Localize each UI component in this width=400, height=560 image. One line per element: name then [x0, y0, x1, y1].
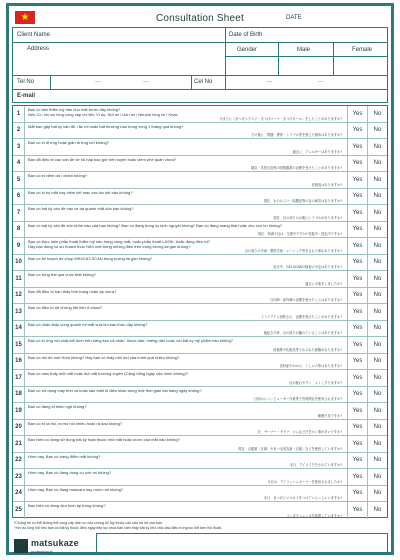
question-row	[13, 502, 387, 519]
question-number: 16	[13, 354, 25, 370]
yes-option[interactable]: Yes	[347, 469, 367, 485]
question-text	[28, 140, 228, 145]
question-jp: 現在、体調不良は・生理中ですか? 妊娠中・授乳中ですか?	[257, 232, 342, 236]
question-jp: 花粉症やかゆみ、くしゃみ等はありますか?	[279, 364, 342, 368]
question-text	[28, 404, 228, 409]
address-label: Address	[27, 46, 50, 52]
no-option[interactable]: No	[367, 370, 387, 386]
divider	[225, 75, 226, 89]
question-text	[28, 437, 228, 442]
consultation-sheet	[6, 3, 394, 555]
yes-option[interactable]: Yes	[347, 271, 367, 287]
question-number: 11	[13, 271, 25, 287]
no-option[interactable]: No	[367, 403, 387, 419]
no-option[interactable]: No	[367, 469, 387, 485]
question-text	[28, 421, 228, 426]
question-text	[28, 107, 228, 117]
question-jp: コンタクトレンズを装着していますか?	[286, 513, 342, 518]
question-text	[28, 470, 228, 475]
no-option[interactable]: No	[367, 387, 387, 403]
question-vi: Bạn hiện có đang đeo kính áp tròng không?	[28, 503, 106, 508]
no-option[interactable]: No	[367, 271, 387, 287]
question-jp: 目が疲れやすく、よくこすりますか?	[289, 380, 342, 385]
footer-notes	[14, 521, 384, 531]
gender-label: Gender	[237, 47, 258, 53]
question-jp: 皮膚炎はありますか?	[311, 182, 342, 187]
question-text	[28, 454, 228, 459]
question-text	[28, 157, 228, 162]
no-option[interactable]: No	[367, 288, 387, 304]
yes-option[interactable]: Yes	[347, 321, 367, 337]
question-vi: Bạn có thực hiện phẫu thuật thẩm mỹ nào trong vùng mắt, hoặc phẫu thuật LASIK, hoặc đang điều trị?	[28, 239, 210, 244]
question-jp: 現在、目の周りのお肌にトラブルがありますか?	[273, 215, 342, 220]
question-row	[13, 123, 387, 140]
yes-option[interactable]: Yes	[347, 420, 367, 436]
question-text	[28, 322, 228, 327]
female-option[interactable]: Female	[352, 47, 373, 53]
question-number: 10	[13, 255, 25, 271]
yes-option[interactable]: Yes	[347, 337, 367, 353]
question-jp: 睡眠不足ですか?	[317, 413, 342, 418]
question-number: 22	[13, 453, 25, 469]
question-vi: Bạn có làm thẩm mỹ nào cho mặt trước đây không?	[28, 107, 121, 112]
no-option[interactable]: No	[367, 238, 387, 254]
yes-option[interactable]: Yes	[347, 387, 367, 403]
question-text	[28, 503, 228, 508]
question-text	[28, 305, 228, 310]
question-number: 4	[13, 156, 25, 172]
question-number: 23	[13, 469, 25, 485]
signature-box[interactable]	[96, 533, 388, 555]
question-vi: Bạn đã điều trị bạn thấy tình trạng nhân áp chưa?	[28, 288, 117, 294]
no-option[interactable]: No	[367, 304, 387, 320]
question-number: 17	[13, 370, 25, 386]
no-option[interactable]: No	[367, 106, 387, 122]
question-jp: 過去に、アレルギーはありますか?	[292, 149, 342, 154]
question-row	[13, 420, 387, 437]
yes-option[interactable]: Yes	[347, 123, 367, 139]
cel-separator: —	[266, 79, 272, 85]
question-number: 21	[13, 436, 25, 452]
yes-option[interactable]: Yes	[347, 222, 367, 238]
question-vi: Bạn có cảm thấy mỏi mắt hoặc dụi mắt thường xuyên (Cặng hằng ngày của mình không)?	[28, 371, 189, 376]
question-vi: Bạn có bị ứng với chất kết dính trên băng keo cá nhân, thuốc dán, miếng dán hoặc với bất kỳ mỹ phẩm nào không?	[28, 338, 233, 343]
no-option[interactable]: No	[367, 486, 387, 502]
question-number: 12	[13, 288, 25, 304]
question-jp: 絆創膏や化粧品等でかぶれた経験がありますか?	[273, 347, 342, 352]
no-option[interactable]: No	[367, 354, 387, 370]
question-row	[13, 139, 387, 156]
question-row	[13, 387, 387, 404]
logo-mark-icon	[14, 539, 28, 553]
tel-separator: —	[143, 79, 149, 85]
question-jp: 今日は、アイラッシュカーラーを使用されましたか?	[267, 479, 342, 484]
matsukaze-logo	[14, 538, 92, 556]
question-row	[13, 469, 387, 486]
question-text	[28, 289, 228, 294]
question-text	[28, 256, 228, 261]
question-vi: Bạn có bị ra hồi, ra mồ hôi nhiều hoặc ra dau không?	[28, 420, 123, 426]
question-vi: Bạn có dòi đồ mới Hôm không? Hay bạn có thấy mũi hơi của mình quá nhiều không?	[28, 354, 180, 360]
question-text	[28, 371, 228, 376]
question-text	[28, 388, 228, 393]
question-text	[28, 190, 228, 195]
question-vi: Bạn có bị viêm da / chàm không?	[28, 173, 88, 178]
question-number: 6	[13, 189, 25, 205]
question-vi: Bạn đã điều trị các vấn đề về hô hấp bao giờ trên tuyến hoặc viêm phế quản chưa?	[28, 156, 177, 162]
question-number: 15	[13, 337, 25, 353]
client-name-label: Client Name	[17, 32, 51, 38]
yes-option[interactable]: Yes	[347, 139, 367, 155]
yes-option[interactable]: Yes	[347, 106, 367, 122]
no-option[interactable]: No	[367, 337, 387, 353]
question-text	[28, 239, 228, 249]
dob-label: Date of Birth	[229, 32, 263, 38]
question-text	[28, 173, 228, 178]
yes-option[interactable]: Yes	[347, 288, 367, 304]
question-vi: Hôm nay, Bạn có trang điểm mắt không?	[28, 453, 101, 459]
question-jp: 日頃からコンピューター作業等で長時間目を使用されますか?	[254, 397, 342, 401]
divider	[333, 42, 334, 75]
question-row	[13, 486, 387, 503]
yes-option[interactable]: Yes	[347, 238, 367, 254]
question-number: 9	[13, 238, 25, 254]
question-number: 18	[13, 387, 25, 403]
question-jp: 現在、ものもらい・結膜炎等の目の病気はありますか?	[263, 199, 342, 203]
question-row	[13, 238, 387, 255]
yes-option[interactable]: Yes	[347, 403, 367, 419]
question-vi: Bạn có kế hoạch đo chụp MRI/CAT-SCAN trong tương lai gần không?	[28, 255, 152, 261]
question-text	[28, 338, 233, 343]
question-row	[13, 156, 387, 173]
question-vi: Hôm nay, Bạn có đang mascara hay mồm nối không?	[28, 486, 124, 492]
divider	[13, 89, 387, 90]
no-option[interactable]: No	[367, 189, 387, 205]
no-option[interactable]: No	[367, 156, 387, 172]
question-number: 24	[13, 486, 25, 502]
yes-option[interactable]: Yes	[347, 304, 367, 320]
question-jp: 白内障・緑内障の治療を受けたことはありますか?	[270, 298, 342, 302]
no-option[interactable]: No	[367, 321, 387, 337]
divider	[225, 28, 226, 75]
question-jp: 本日、アイメイクをされていますか?	[289, 463, 342, 467]
question-jp: 朝起きた時、目の周りが腫れていることはありますか?	[263, 331, 342, 335]
yes-option[interactable]: Yes	[347, 453, 367, 469]
page-title: Consultation Sheet	[155, 13, 245, 24]
question-vi: Bạn có nhận thấy vùng quanh mi mắt sưa khi bạn thức dậy không?	[28, 321, 148, 327]
question-vi: Bạn có bất kỳ vấn đề sức khỏe nào của bạn không? Bạn có đang trong kỳ kinh nguyệt không? Bạn có đang mang thai hoặc cho con bú không?	[28, 222, 282, 228]
question-jp: 過去に手術をしましたか?	[305, 281, 342, 286]
question-number: 13	[13, 304, 25, 320]
question-vi-detail: Hay bạn đang có sự hoạch thực hiện một trong những điều trên trong tương lai gần không?	[28, 244, 191, 249]
question-vi: Hôm nay, Bạn có đang dùng cụ uốn mi không?	[28, 470, 112, 475]
question-number: 19	[13, 403, 25, 419]
no-option[interactable]: No	[367, 436, 387, 452]
question-row	[13, 453, 387, 470]
brand-name: matsukaze	[31, 538, 79, 548]
vietnam-flag-icon: ★	[15, 11, 35, 24]
no-option[interactable]: No	[367, 139, 387, 155]
question-row	[13, 271, 387, 288]
question-row	[13, 222, 387, 239]
footer-note: *Xin vui lòng hỏi nếu bạn có bất kỳ thuốc điều ngày tiếp tục mua bàn cảm thấy bất kỳ khó chịu đau điều trong lúc kết làm thủ thuật.	[14, 526, 222, 530]
divider	[13, 75, 387, 76]
yes-option[interactable]: Yes	[347, 255, 367, 271]
question-text	[28, 206, 228, 211]
yes-option[interactable]: Yes	[347, 189, 367, 205]
question-row	[13, 255, 387, 272]
question-row	[13, 172, 387, 189]
question-row	[13, 354, 387, 371]
yes-option[interactable]: Yes	[347, 354, 367, 370]
question-number: 1	[13, 106, 25, 122]
question-row	[13, 304, 387, 321]
tel-separator: —	[95, 79, 101, 85]
no-option[interactable]: No	[367, 123, 387, 139]
no-option[interactable]: No	[367, 502, 387, 519]
question-vi: Bạn có bị bọ mắt hay viêm kết mạc xác túc kết nào không?	[28, 189, 133, 195]
question-vi: Bạn có sử dụng máy tính và hoặc sản thiết bị điện khác trong một thời gian dài hàng ngày không?	[28, 387, 202, 393]
question-row	[13, 337, 387, 354]
divider	[278, 42, 279, 75]
question-jp: 今までに〈まつげエクステ・まつげパーマ・まつげカール〉をしたことがありますか?	[219, 116, 342, 121]
question-number: 3	[13, 139, 25, 155]
divider	[13, 42, 387, 43]
yes-option[interactable]: Yes	[347, 370, 367, 386]
question-text	[28, 124, 228, 129]
question-row	[13, 106, 387, 123]
questionnaire-table	[12, 105, 388, 518]
question-jp: 目の周りの手術・整形手術・レーシック等をされた事がありますか?	[244, 248, 342, 253]
no-option[interactable]: No	[367, 205, 387, 221]
no-option[interactable]: No	[367, 222, 387, 238]
question-row	[13, 321, 387, 338]
yes-option[interactable]: Yes	[347, 502, 367, 519]
no-option[interactable]: No	[367, 420, 387, 436]
question-jp: 喘息・気管支炎等の呼吸器系の治療を受けたことがありますか?	[250, 166, 342, 170]
question-text	[28, 355, 228, 360]
yes-option[interactable]: Yes	[347, 436, 367, 452]
question-jp: ドライアイと診断され、治療を受けたことがありますか?	[260, 314, 342, 319]
question-number: 14	[13, 321, 25, 337]
question-jp: その後に、問題・異常・トラブル等を感じた個所はありますか?	[251, 133, 342, 137]
question-text	[28, 272, 228, 277]
client-info-table	[12, 27, 388, 103]
question-vi: Bạn có từng trải qua cuộc thất không?	[28, 272, 96, 277]
footer-note: *Chúng tôi có thể không thể cung cấp dịch vụ của chúng tôi tùy thuộc vào câu trả lời của bạn.	[14, 521, 163, 525]
cel-separator: —	[318, 79, 324, 85]
male-option[interactable]: Male	[297, 47, 311, 53]
question-row	[13, 288, 387, 305]
question-jp: 現在、点眼薬（目薬）やまつ毛美容液（目薬）などを使用していますか?	[238, 446, 342, 451]
question-number: 5	[13, 172, 25, 188]
question-number: 2	[13, 123, 25, 139]
no-option[interactable]: No	[367, 453, 387, 469]
question-text	[28, 222, 282, 228]
email-label: E-mail	[17, 93, 36, 99]
tel-label: Tel No	[17, 79, 35, 85]
question-row	[13, 370, 387, 387]
question-vi: Bạn có bất kỳ vấn đề nào về da quanh mắt của bạn không?	[28, 206, 134, 211]
question-row	[13, 189, 387, 206]
question-vi: Bạn có đang bị thiếu ngủ không?	[28, 404, 87, 409]
brand-sub: professional	[31, 549, 53, 554]
yes-option[interactable]: Yes	[347, 205, 367, 221]
question-row	[13, 436, 387, 453]
question-text	[28, 487, 228, 492]
divider	[191, 75, 192, 89]
question-vi: Bạn có bị dị ứng hoặc giãn dị ứng với không?	[28, 140, 109, 145]
date-label: DATE	[286, 15, 302, 21]
question-jp: 汗、サーナー・サウナ、ジムなど汗をかく事が多いですか?	[257, 430, 342, 434]
question-row	[13, 403, 387, 420]
no-option[interactable]: No	[367, 172, 387, 188]
no-option[interactable]: No	[367, 255, 387, 271]
yes-option[interactable]: Yes	[347, 172, 367, 188]
question-number: 8	[13, 222, 25, 238]
question-vi: Mắt bạn gặp bất kỳ vấn đề, rắc rối hoặc bất thường nào trong vòng 1 tháng qua không?	[28, 123, 184, 129]
question-vi-detail: Nếu Có, xin vui lòng cung cấp chi tiết. Ví dụ: Nối mi / Uốn mi / Nhuộm lông mi / Khác	[28, 112, 178, 117]
yes-option[interactable]: Yes	[347, 486, 367, 502]
question-jp: 本日、まつげにマスカラをつけていらっしゃいますか?	[263, 496, 342, 500]
yes-option[interactable]: Yes	[347, 156, 367, 172]
cel-label: Cel No	[194, 79, 213, 85]
question-vi: Bạn hiện có đang sử dụng bất kỳ hoạt thuốc nhỏ mắt hoặc nước của mắt nào không?	[28, 437, 180, 442]
question-jp: 近日中、CAT-SCANの検査の予定はありますか?	[273, 265, 342, 269]
divider	[50, 75, 51, 89]
divider	[225, 56, 387, 57]
question-number: 20	[13, 420, 25, 436]
question-number: 25	[13, 502, 25, 519]
question-number: 7	[13, 205, 25, 221]
question-row	[13, 205, 387, 222]
question-vi: Bạn có điều trị tới chứng tiết tiến ở chưa?	[28, 305, 102, 310]
